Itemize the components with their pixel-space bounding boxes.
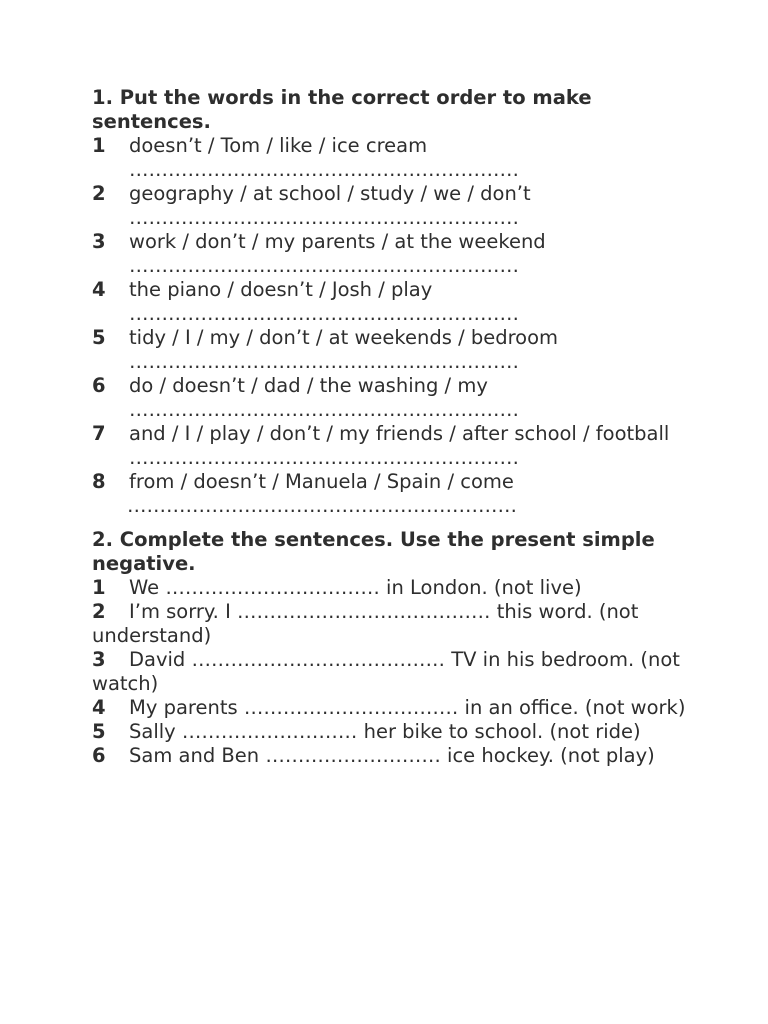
exercise-1-item-7 [92, 422, 692, 446]
item-number: 5 [92, 720, 106, 743]
item-text: Sally ……………………… her bike to school. (not ride) [129, 720, 641, 743]
item-text: We …………………………… in London. (not live) [129, 576, 582, 599]
exercise-1-item-3 [92, 230, 692, 254]
item-number: 1 [92, 134, 106, 157]
item-text: do / doesn’t / dad / the washing / my [129, 374, 488, 397]
exercise-2-item-2 [92, 600, 692, 648]
item-number: 6 [92, 374, 106, 397]
item-number: 3 [92, 230, 106, 253]
item-text: tidy / I / my / don’t / at weekends / bedroom [129, 326, 559, 349]
worksheet [92, 86, 692, 768]
exercise-1-item-5 [92, 326, 692, 350]
item-number: 8 [92, 470, 106, 493]
item-text: geography / at school / study / we / don’t [129, 182, 531, 205]
item-number: 4 [92, 278, 106, 301]
answer-line-1: …………………………………………………… [129, 158, 519, 181]
item-text: doesn’t / Tom / like / ice cream [129, 134, 428, 157]
answer-line-3: …………………………………………………… [129, 254, 519, 277]
section-2-title: 2. Complete the sentences. Use the present simple negative. [92, 528, 655, 575]
item-number: 3 [92, 648, 106, 671]
answer-line-4: …………………………………………………… [129, 302, 519, 325]
item-text: from / doesn’t / Manuela / Spain / come [129, 470, 514, 493]
item-text: My parents …………………………… in an office. (not work) [129, 696, 686, 719]
exercise-2-item-1 [92, 576, 692, 600]
exercise-1-item-1 [92, 134, 692, 158]
item-number: 6 [92, 744, 106, 767]
exercise-2-item-6 [92, 744, 692, 768]
item-text: I’m sorry. I ………………………………… this word. (not understand) [92, 600, 639, 647]
item-number: 5 [92, 326, 106, 349]
item-text: Sam and Ben ……………………… ice hockey. (not play) [129, 744, 655, 767]
exercise-2-item-3 [92, 648, 692, 696]
answer-line-2: …………………………………………………… [129, 206, 519, 229]
exercise-1-item-8 [92, 470, 692, 494]
item-number: 2 [92, 182, 106, 205]
answer-line-6: …………………………………………………… [129, 398, 519, 421]
item-number: 1 [92, 576, 106, 599]
answer-line-7: …………………………………………………… [129, 446, 519, 469]
section-2 [92, 528, 692, 768]
exercise-2-item-4 [92, 696, 692, 720]
exercise-1-item-6 [92, 374, 692, 398]
item-text: the piano / doesn’t / Josh / play [129, 278, 433, 301]
item-number: 7 [92, 422, 106, 445]
exercise-1-item-4 [92, 278, 692, 302]
item-text: David ………………………………… TV in his bedroom. (not watch) [92, 648, 680, 695]
item-text: and / I / play / don’t / my friends / after school / football [129, 422, 670, 445]
item-text: work / don’t / my parents / at the weekend [129, 230, 546, 253]
section-1-title: 1. Put the words in the correct order to make sentences. [92, 86, 592, 133]
exercise-2-item-5 [92, 720, 692, 744]
item-number: 2 [92, 600, 106, 623]
answer-line-5: …………………………………………………… [129, 350, 519, 373]
answer-line-8: …………………………………………………… [127, 494, 517, 517]
item-number: 4 [92, 696, 106, 719]
exercise-1-item-2 [92, 182, 692, 206]
